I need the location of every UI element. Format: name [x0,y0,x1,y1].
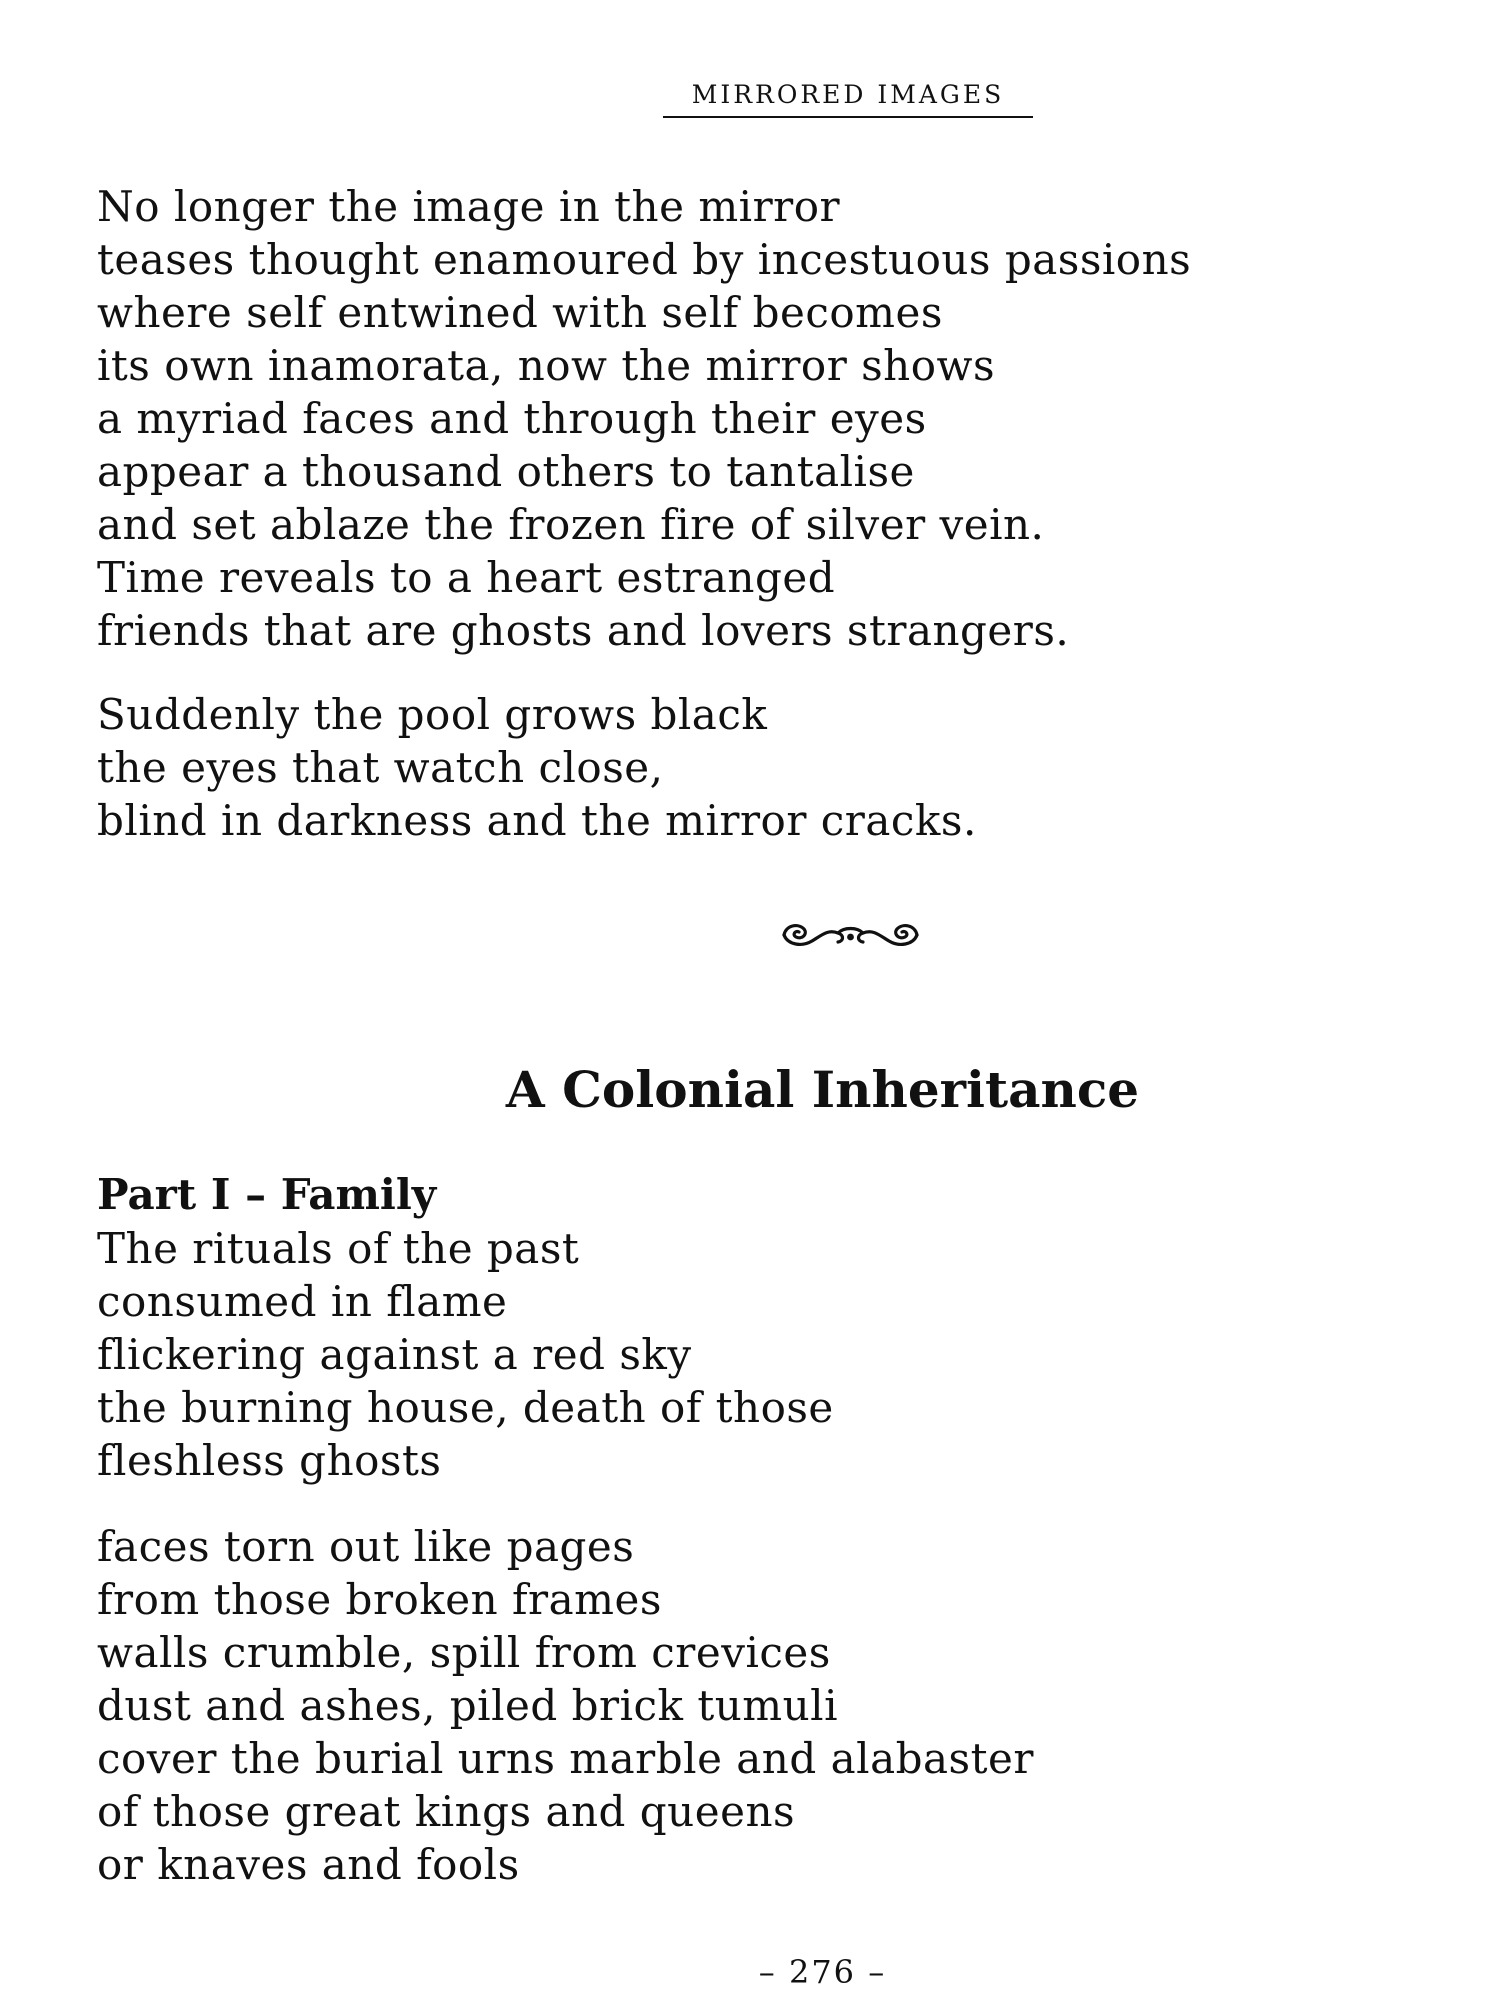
poem-stanza [97,180,1191,657]
poem-line: walls crumble, spill from crevices [97,1628,831,1677]
poem-line: where self entwined with self becomes [97,288,943,337]
poem-line: its own inamorata, now the mirror shows [97,341,996,390]
poem-line: The rituals of the past [97,1224,580,1273]
poem-stanza [97,1520,1034,1891]
running-head: MIRRORED IMAGES [663,78,1033,118]
poem-line: dust and ashes, piled brick tumuli [97,1681,839,1730]
poem-line: or knaves and fools [97,1840,520,1889]
poem-line: faces torn out like pages [97,1522,635,1571]
poem-title: A Colonial Inheritance [505,1060,1140,1119]
poem-line: of those great kings and queens [97,1787,796,1836]
poem-line: blind in darkness and the mirror cracks. [97,796,977,845]
poem-stanza [97,688,977,847]
poem-line: No longer the image in the mirror [97,182,841,231]
poem-line: friends that are ghosts and lovers strangers. [97,606,1070,655]
poem-line: and set ablaze the frozen fire of silver vein. [97,500,1045,549]
poem-line: the eyes that watch close, [97,743,664,792]
part-heading: Part I – Family [97,1170,437,1219]
poem-line: Time reveals to a heart estranged [97,553,836,602]
poem-stanza [97,1222,834,1487]
poem-line: consumed in flame [97,1277,508,1326]
poem-line: from those broken frames [97,1575,662,1624]
poem-line: cover the burial urns marble and alabaster [97,1734,1034,1783]
poem-line: fleshless ghosts [97,1436,442,1485]
poem-line: a myriad faces and through their eyes [97,394,927,443]
poem-line: the burning house, death of those [97,1383,834,1432]
poem-line: Suddenly the pool grows black [97,690,768,739]
page-number: – 276 – [758,1953,887,1991]
poem-line: flickering against a red sky [97,1330,692,1379]
poem-line: appear a thousand others to tantalise [97,447,915,496]
fleuron-icon [778,915,923,955]
poem-line: teases thought enamoured by incestuous passions [97,235,1192,284]
